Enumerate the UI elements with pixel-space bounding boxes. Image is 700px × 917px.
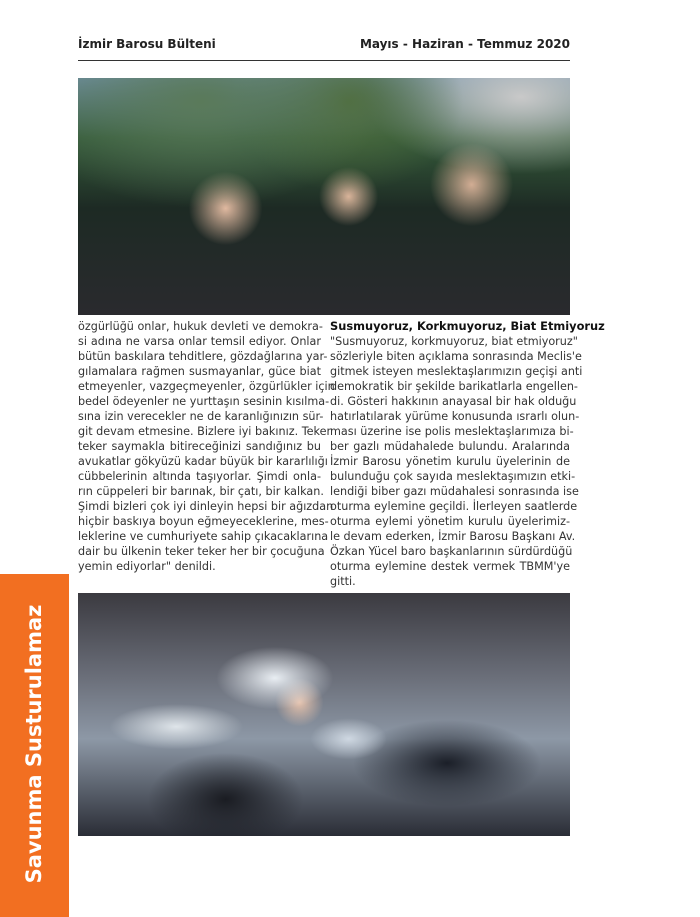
protest-photo-top <box>78 78 570 315</box>
text-line: bedel ödeyenler ne yurttaşın sesinin kısılma- <box>78 395 330 408</box>
text-line: özgürlüğü onlar, hukuk devleti ve demokra- <box>78 320 323 333</box>
text-line: si adına ne varsa onlar temsil ediyor. Onlar <box>78 335 321 348</box>
text-line: Özkan Yücel baro başkanlarının sürdürdüğü <box>330 545 573 558</box>
text-line: oturma eylemi yönetim kurulu üyelerimiz- <box>330 515 570 528</box>
text-line: teker saymakla bitireceğinizi sandığınız bu <box>78 440 321 453</box>
left-column-text <box>78 319 335 574</box>
text-line: yemin ediyorlar" denildi. <box>78 560 216 573</box>
text-line: İzmir Barosu yönetim kurulu üyelerinin de <box>330 455 570 468</box>
header-divider <box>78 60 570 61</box>
issue-date: Mayıs - Haziran - Temmuz 2020 <box>359 37 570 51</box>
text-line: gitmek isteyen meslektaşlarımızın geçişi anti <box>330 365 583 378</box>
text-line: oturma eylemine destek vermek TBMM'ye <box>330 560 570 573</box>
right-column-text <box>330 319 605 589</box>
section-label: Savunma Susturulamaz <box>22 604 46 884</box>
text-line: hiçbir baskıya boyun eğmeyeceklerine, mes- <box>78 515 329 528</box>
section-heading: Susmuyoruz, Korkmuyoruz, Biat Etmiyoruz <box>330 319 605 333</box>
text-line: oturma eylemine geçildi. İlerleyen saatlerde <box>330 500 578 513</box>
text-line: sözleriyle biten açıklama sonrasında Meclis'e <box>330 350 582 363</box>
text-line: ması üzerine ise polis meslektaşlarımıza bi- <box>330 425 574 438</box>
text-line: git devam etmesine. Bizlere iyi bakınız. Teker <box>78 425 332 438</box>
text-line: avukatlar gökyüzü kadar büyük bir kararlılığı <box>78 455 328 468</box>
section-sidebar <box>0 574 69 917</box>
text-line: le devam ederken, İzmir Barosu Başkanı Av. <box>330 530 576 543</box>
text-line: lendiği biber gazı müdahalesi sonrasında ise <box>330 485 579 498</box>
text-line: etmeyenler, vazgeçmeyenler, özgürlükler için <box>78 380 335 393</box>
text-line: gılamalara rağmen susmayanlar, güce biat <box>78 365 321 378</box>
text-line: demokratik bir şekilde barikatlarla engellen- <box>330 380 578 393</box>
text-line: bütün baskılara tehditlere, gözdağlarına yar- <box>78 350 328 363</box>
text-line: rın cüppeleri bir barınak, bir çatı, bir kalkan. <box>78 485 324 498</box>
text-line: hatırlatılarak yürüme konusunda ısrarlı olun- <box>330 410 580 423</box>
text-line: bulunduğu çok sayıda meslektaşımızın etki- <box>330 470 576 483</box>
text-line: "Susmuyoruz, korkmuyoruz, biat etmiyoruz" <box>330 335 578 348</box>
publication-title: İzmir Barosu Bülteni <box>78 37 216 51</box>
text-line: dair bu ülkenin teker teker her bir çocuğuna <box>78 545 325 558</box>
protest-photo-bottom <box>78 593 570 836</box>
text-line: gitti. <box>330 575 356 588</box>
text-line: di. Gösteri hakkının anayasal bir hak olduğu <box>330 395 577 408</box>
text-line: ber gazlı müdahalede bulundu. Aralarında <box>330 440 570 453</box>
text-line: leklerine ve cumhuriyete sahip çıkacaklarına <box>78 530 329 543</box>
text-line: sına izin verecekler ne de karanlığınızın sür- <box>78 410 324 423</box>
text-line: Şimdi bizleri çok iyi dinleyin hepsi bir ağızdan <box>78 500 334 513</box>
text-line: cübbelerinin altında taşıyorlar. Şimdi onla- <box>78 470 321 483</box>
